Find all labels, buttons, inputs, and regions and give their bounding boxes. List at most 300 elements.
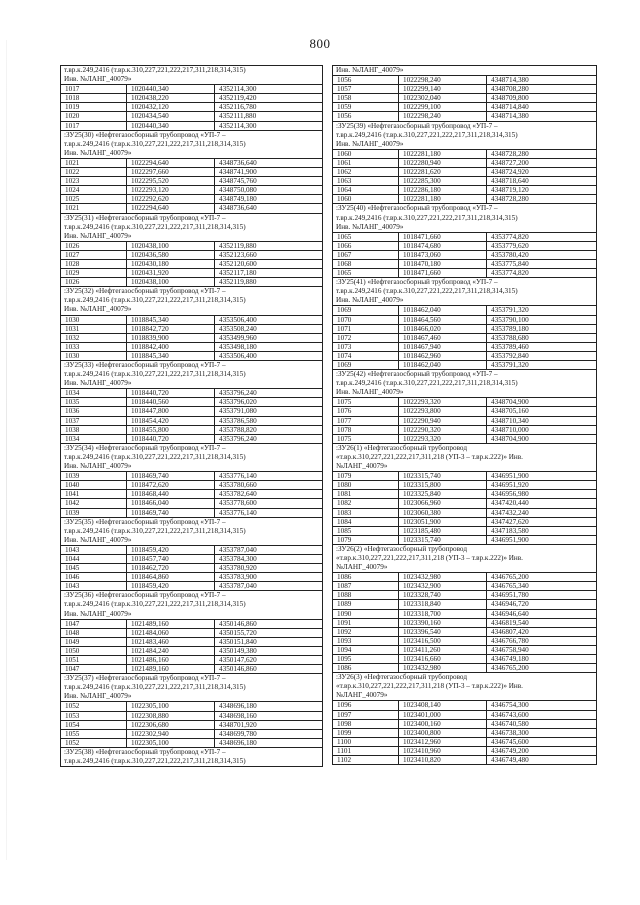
plot-header <box>61 748 323 767</box>
y-coordinate-cell: 4353498,180 <box>215 343 323 351</box>
point-number-cell: 1031 <box>61 325 127 333</box>
point-number-cell: 1053 <box>61 712 127 720</box>
y-coordinate-cell: 4353792,840 <box>487 352 597 360</box>
plot-header-line: т.вр.к.249,2416 (т.вр.к.310,227,221,222,217,311,218,314,315) <box>64 370 246 379</box>
x-coordinate-cell: 1018440,720 <box>127 435 215 443</box>
y-coordinate-cell: 4353791,080 <box>215 407 323 415</box>
x-coordinate-cell: 1018472,620 <box>127 481 215 489</box>
table-row <box>333 112 597 121</box>
y-coordinate-cell: 4348696,180 <box>215 739 323 747</box>
table-row <box>61 481 323 490</box>
point-number-cell: 1098 <box>333 720 399 728</box>
point-number-cell: 1062 <box>333 168 399 176</box>
table-row <box>61 555 323 564</box>
point-number-cell: 1046 <box>61 573 127 581</box>
x-coordinate-cell: 1022285,300 <box>399 177 487 185</box>
point-number-cell: 1034 <box>61 435 127 443</box>
plot-header-line: :ЗУ25(37) «Нефтегазосборный трубопровод «УП-7 – <box>64 674 226 683</box>
y-coordinate-cell: 4348699,780 <box>215 730 323 738</box>
y-coordinate-cell: 4348714,380 <box>487 112 597 120</box>
y-coordinate-cell: 4352111,880 <box>215 112 323 120</box>
x-coordinate-cell: 1023416,500 <box>399 637 487 645</box>
plot-header-line: Инв. №ЛАНГ_40079» <box>336 388 404 397</box>
scan-streak <box>6 40 7 860</box>
plot-header-line: :ЗУ25(32) «Нефтегазосборный трубопровод «УП-7 – <box>64 287 226 296</box>
x-coordinate-cell: 1018457,740 <box>127 555 215 563</box>
plot-header-line: т.вр.к.249,2416 (т.вр.к.310,227,221,222,217,311,218,314,315) <box>64 526 246 535</box>
plot-header <box>61 214 323 242</box>
y-coordinate-cell: 4352119,880 <box>215 242 323 250</box>
y-coordinate-cell: 4353499,960 <box>215 334 323 342</box>
plot-header <box>61 674 323 702</box>
point-number-cell: 1058 <box>333 94 399 102</box>
table-row <box>61 573 323 582</box>
table-row <box>333 168 597 177</box>
point-number-cell: 1078 <box>333 426 399 434</box>
x-coordinate-cell: 1022290,940 <box>399 417 487 425</box>
plot-header-line: Инв. №ЛАНГ_40079» <box>64 305 132 314</box>
table-row <box>333 398 597 407</box>
point-number-cell: 1061 <box>333 159 399 167</box>
point-number-cell: 1052 <box>61 702 127 710</box>
point-number-cell: 1043 <box>61 582 127 590</box>
x-coordinate-cell: 1018469,740 <box>127 509 215 517</box>
point-number-cell: 1056 <box>333 112 399 120</box>
x-coordinate-cell: 1018845,340 <box>127 316 215 324</box>
y-coordinate-cell: 4347432,240 <box>487 509 597 517</box>
x-coordinate-cell: 1018455,800 <box>127 426 215 434</box>
point-number-cell: 1017 <box>61 85 127 93</box>
x-coordinate-cell: 1020440,340 <box>127 85 215 93</box>
table-row <box>333 195 597 204</box>
x-coordinate-cell: 1023432,980 <box>399 573 487 581</box>
table-row <box>61 195 323 204</box>
point-number-cell: 1069 <box>333 361 399 369</box>
y-coordinate-cell: 4348736,640 <box>215 159 323 167</box>
point-number-cell: 1018 <box>61 94 127 102</box>
table-row <box>333 582 597 591</box>
x-coordinate-cell: 1023315,740 <box>399 536 487 544</box>
plot-header-line: т.вр.к.249,2416 (т.вр.к.310,227,221,222,217,311,218,314,315) <box>64 222 246 231</box>
y-coordinate-cell: 4353778,600 <box>215 499 323 507</box>
table-row <box>61 656 323 665</box>
point-number-cell: 1065 <box>333 233 399 241</box>
plot-header-line: т.вр.к.249,2416 (т.вр.к.310,227,221,222,217,311,218,314,315) <box>64 683 246 692</box>
plot-header-line: т.вр.к.249,2416 (т.вр.к.310,227,221,222,217,311,218,314,315) <box>64 66 246 74</box>
table-row <box>61 647 323 656</box>
y-coordinate-cell: 4346765,340 <box>487 582 597 590</box>
x-coordinate-cell: 1018462,040 <box>399 306 487 314</box>
table-row <box>333 720 597 729</box>
plot-header-line: «т.вр.к.310,227,221,222,217,311,218 (УП-3 – т.вр.к.222)» Инв. <box>336 682 523 691</box>
y-coordinate-cell: 4346946,640 <box>487 610 597 618</box>
plot-header <box>333 545 597 573</box>
y-coordinate-cell: 4346819,540 <box>487 619 597 627</box>
plot-header-line: «т.вр.к.310,227,221,222,217,311,218 (УП-3 – т.вр.к.222)» Инв. <box>336 553 523 562</box>
y-coordinate-cell: 4353796,020 <box>215 398 323 406</box>
point-number-cell: 1063 <box>333 177 399 185</box>
y-coordinate-cell: 4353780,660 <box>215 481 323 489</box>
point-number-cell: 1037 <box>61 417 127 425</box>
point-number-cell: 1070 <box>333 316 399 324</box>
table-row <box>333 591 597 600</box>
table-row <box>61 94 323 103</box>
point-number-cell: 1071 <box>333 325 399 333</box>
y-coordinate-cell: 4348728,280 <box>487 150 597 158</box>
plot-header-line: :ЗУ25(31) «Нефтегазосборный трубопровод «УП-7 – <box>64 213 226 222</box>
table-row <box>333 306 597 315</box>
x-coordinate-cell: 1022280,940 <box>399 159 487 167</box>
point-number-cell: 1056 <box>333 76 399 84</box>
x-coordinate-cell: 1020438,100 <box>127 242 215 250</box>
x-coordinate-cell: 1018470,180 <box>399 260 487 268</box>
point-number-cell: 1047 <box>61 620 127 628</box>
x-coordinate-cell: 1021486,160 <box>127 656 215 664</box>
plot-header <box>61 591 323 619</box>
point-number-cell: 1044 <box>61 555 127 563</box>
point-number-cell: 1060 <box>333 195 399 203</box>
y-coordinate-cell: 4346754,300 <box>487 701 597 709</box>
table-row <box>333 527 597 536</box>
table-row <box>61 638 323 647</box>
y-coordinate-cell: 4346749,180 <box>487 655 597 663</box>
table-row <box>61 426 323 435</box>
plot-header-line: Инв. №ЛАНГ_40079» <box>336 139 404 148</box>
x-coordinate-cell: 1023432,980 <box>399 664 487 672</box>
x-coordinate-cell: 1022293,320 <box>399 435 487 443</box>
y-coordinate-cell: 4348724,920 <box>487 168 597 176</box>
table-row <box>61 343 323 352</box>
x-coordinate-cell: 1018466,040 <box>127 499 215 507</box>
x-coordinate-cell: 1021483,460 <box>127 638 215 646</box>
table-row <box>61 112 323 121</box>
table-row <box>333 499 597 508</box>
point-number-cell: 1079 <box>333 536 399 544</box>
y-coordinate-cell: 4353789,180 <box>487 325 597 333</box>
x-coordinate-cell: 1022281,180 <box>399 195 487 203</box>
point-number-cell: 1050 <box>61 647 127 655</box>
y-coordinate-cell: 4346765,200 <box>487 573 597 581</box>
x-coordinate-cell: 1023400,160 <box>399 720 487 728</box>
x-coordinate-cell: 1022299,100 <box>399 103 487 111</box>
point-number-cell: 1049 <box>61 638 127 646</box>
x-coordinate-cell: 1022294,640 <box>127 159 215 167</box>
plot-header-line: т.вр.к.249,2416 (т.вр.к.310,227,221,222,217,311,218,314,315) <box>336 379 518 388</box>
y-coordinate-cell: 4348745,760 <box>215 177 323 185</box>
x-coordinate-cell: 1022302,940 <box>127 730 215 738</box>
table-row <box>333 600 597 609</box>
x-coordinate-cell: 1018471,660 <box>399 269 487 277</box>
table-row <box>333 417 597 426</box>
point-number-cell: 1081 <box>333 490 399 498</box>
x-coordinate-cell: 1018459,420 <box>127 582 215 590</box>
y-coordinate-cell: 4350146,860 <box>215 620 323 628</box>
table-row <box>333 85 597 94</box>
x-coordinate-cell: 1022293,320 <box>399 398 487 406</box>
point-number-cell: 1039 <box>61 509 127 517</box>
table-row <box>61 204 323 213</box>
x-coordinate-cell: 1022298,240 <box>399 112 487 120</box>
x-coordinate-cell: 1018839,900 <box>127 334 215 342</box>
table-row <box>61 435 323 444</box>
x-coordinate-cell: 1022302,040 <box>399 94 487 102</box>
y-coordinate-cell: 4348708,280 <box>487 85 597 93</box>
x-coordinate-cell: 1018471,660 <box>399 233 487 241</box>
table-row <box>61 730 323 739</box>
x-coordinate-cell: 1020431,920 <box>127 269 215 277</box>
y-coordinate-cell: 4346758,940 <box>487 646 597 654</box>
y-coordinate-cell: 4347427,620 <box>487 518 597 526</box>
table-row <box>333 509 597 518</box>
y-coordinate-cell: 4348698,160 <box>215 712 323 720</box>
y-coordinate-cell: 4353796,240 <box>215 435 323 443</box>
point-number-cell: 1089 <box>333 600 399 608</box>
table-row <box>61 620 323 629</box>
point-number-cell: 1054 <box>61 721 127 729</box>
point-number-cell: 1093 <box>333 637 399 645</box>
point-number-cell: 1094 <box>333 646 399 654</box>
table-row <box>61 251 323 260</box>
plot-header-line: :ЗУ25(30) «Нефтегазосборный трубопровод «УП-7 – <box>64 130 226 139</box>
y-coordinate-cell: 4346951,780 <box>487 591 597 599</box>
table-row <box>61 739 323 748</box>
y-coordinate-cell: 4346749,480 <box>487 756 597 764</box>
table-row <box>61 490 323 499</box>
table-row <box>333 664 597 673</box>
plot-header <box>333 122 597 150</box>
table-row <box>61 417 323 426</box>
table-row <box>61 629 323 638</box>
x-coordinate-cell: 1023416,660 <box>399 655 487 663</box>
plot-header-line: т.вр.к.249,2416 (т.вр.к.310,227,221,222,217,311,218,314,315) <box>336 130 518 139</box>
y-coordinate-cell: 4348719,120 <box>487 186 597 194</box>
x-coordinate-cell: 1022281,180 <box>399 150 487 158</box>
x-coordinate-cell: 1018459,420 <box>127 546 215 554</box>
point-number-cell: 1065 <box>333 269 399 277</box>
plot-header-line: :ЗУ26(1) «Нефтегазосборный трубопровод <box>336 443 467 452</box>
x-coordinate-cell: 1022305,100 <box>127 702 215 710</box>
x-coordinate-cell: 1022305,100 <box>127 739 215 747</box>
table-row <box>333 729 597 738</box>
x-coordinate-cell: 1022297,660 <box>127 168 215 176</box>
y-coordinate-cell: 4350151,840 <box>215 638 323 646</box>
point-number-cell: 1042 <box>61 499 127 507</box>
y-coordinate-cell: 4348709,800 <box>487 94 597 102</box>
y-coordinate-cell: 4353784,300 <box>215 555 323 563</box>
plot-header-line: Инв. №ЛАНГ_40079» <box>336 66 404 74</box>
plot-header-line: Инв. №ЛАНГ_40079» <box>64 148 132 157</box>
y-coordinate-cell: 4346749,200 <box>487 747 597 755</box>
x-coordinate-cell: 1022290,320 <box>399 426 487 434</box>
table-row <box>333 242 597 251</box>
coordinates-table-left <box>60 65 323 767</box>
x-coordinate-cell: 1021484,240 <box>127 647 215 655</box>
x-coordinate-cell: 1023390,160 <box>399 619 487 627</box>
x-coordinate-cell: 1023318,840 <box>399 600 487 608</box>
table-row <box>61 316 323 325</box>
table-row <box>61 721 323 730</box>
point-number-cell: 1036 <box>61 407 127 415</box>
x-coordinate-cell: 1023408,140 <box>399 701 487 709</box>
plot-header <box>61 66 323 85</box>
table-row <box>61 389 323 398</box>
x-coordinate-cell: 1018467,940 <box>399 343 487 351</box>
plot-header-line: т.вр.к.249,2416 (т.вр.к.310,227,221,222,217,311,218,314,315) <box>64 296 246 305</box>
point-number-cell: 1095 <box>333 655 399 663</box>
plot-header-line: Инв. №ЛАНГ_40079» <box>64 609 132 618</box>
y-coordinate-cell: 4348705,160 <box>487 407 597 415</box>
x-coordinate-cell: 1023411,260 <box>399 646 487 654</box>
point-number-cell: 1100 <box>333 738 399 746</box>
plot-header-line: :ЗУ25(35) «Нефтегазосборный трубопровод «УП-7 – <box>64 517 226 526</box>
x-coordinate-cell: 1023060,380 <box>399 509 487 517</box>
plot-header-line: т.вр.к.249,2416 (т.вр.к.310,227,221,222,217,311,218,314,315) <box>64 452 246 461</box>
x-coordinate-cell: 1018462,720 <box>127 564 215 572</box>
plot-header <box>61 518 323 546</box>
table-row <box>61 334 323 343</box>
y-coordinate-cell: 4353790,100 <box>487 316 597 324</box>
x-coordinate-cell: 1022294,640 <box>127 204 215 212</box>
table-row <box>333 233 597 242</box>
y-coordinate-cell: 4353776,140 <box>215 472 323 480</box>
point-number-cell: 1021 <box>61 204 127 212</box>
x-coordinate-cell: 1018440,720 <box>127 389 215 397</box>
table-row <box>333 76 597 85</box>
point-number-cell: 1025 <box>61 195 127 203</box>
plot-header <box>333 673 597 701</box>
x-coordinate-cell: 1022299,140 <box>399 85 487 93</box>
point-number-cell: 1033 <box>61 343 127 351</box>
plot-header <box>333 204 597 232</box>
table-row <box>333 536 597 545</box>
y-coordinate-cell: 4350147,620 <box>215 656 323 664</box>
table-row <box>61 499 323 508</box>
plot-header-line: т.вр.к.249,2416 (т.вр.к.310,227,221,222,217,311,218,314,315) <box>64 757 246 766</box>
plot-header <box>333 278 597 306</box>
x-coordinate-cell: 1021489,160 <box>127 665 215 673</box>
plot-header-line: :ЗУ25(34) «Нефтегазосборный трубопровод «УП-7 – <box>64 443 226 452</box>
y-coordinate-cell: 4346766,780 <box>487 637 597 645</box>
table-row <box>61 665 323 674</box>
table-row <box>333 426 597 435</box>
point-number-cell: 1045 <box>61 564 127 572</box>
table-row <box>333 325 597 334</box>
y-coordinate-cell: 4353796,240 <box>215 389 323 397</box>
point-number-cell: 1020 <box>61 112 127 120</box>
y-coordinate-cell: 4352114,300 <box>215 85 323 93</box>
table-row <box>61 702 323 711</box>
table-row <box>333 573 597 582</box>
x-coordinate-cell: 1023432,900 <box>399 582 487 590</box>
x-coordinate-cell: 1018462,040 <box>399 361 487 369</box>
plot-header-line: :ЗУ25(39) «Нефтегазосборный трубопровод «УП-7 – <box>336 121 498 130</box>
table-row <box>333 334 597 343</box>
plot-header-line: Инв. №ЛАНГ_40079» <box>64 692 132 701</box>
x-coordinate-cell: 1018466,020 <box>399 325 487 333</box>
table-row <box>333 610 597 619</box>
point-number-cell: 1023 <box>61 177 127 185</box>
x-coordinate-cell: 1023318,700 <box>399 610 487 618</box>
point-number-cell: 1083 <box>333 509 399 517</box>
y-coordinate-cell: 4346738,300 <box>487 729 597 737</box>
point-number-cell: 1087 <box>333 582 399 590</box>
table-row <box>333 490 597 499</box>
plot-header <box>61 287 323 315</box>
plot-header-line: :ЗУ26(2) «Нефтегазосборный трубопровод <box>336 544 467 553</box>
y-coordinate-cell: 4352119,420 <box>215 94 323 102</box>
y-coordinate-cell: 4348714,840 <box>487 103 597 111</box>
point-number-cell: 1029 <box>61 269 127 277</box>
x-coordinate-cell: 1020436,580 <box>127 251 215 259</box>
table-row <box>61 398 323 407</box>
x-coordinate-cell: 1020430,180 <box>127 260 215 268</box>
table-row <box>61 472 323 481</box>
plot-header-line: №ЛАНГ_40079» <box>336 462 388 471</box>
plot-header-line: :ЗУ25(41) «Нефтегазосборный трубопровод «УП-7 – <box>336 278 498 287</box>
x-coordinate-cell: 1018467,460 <box>399 334 487 342</box>
x-coordinate-cell: 1021484,060 <box>127 629 215 637</box>
point-number-cell: 1032 <box>61 334 127 342</box>
plot-header <box>333 66 597 76</box>
table-row <box>61 325 323 334</box>
point-number-cell: 1024 <box>61 186 127 194</box>
table-row <box>61 260 323 269</box>
point-number-cell: 1088 <box>333 591 399 599</box>
plot-header <box>333 370 597 398</box>
table-row <box>333 711 597 720</box>
point-number-cell: 1086 <box>333 573 399 581</box>
point-number-cell: 1028 <box>61 260 127 268</box>
point-number-cell: 1084 <box>333 518 399 526</box>
y-coordinate-cell: 4352120,600 <box>215 260 323 268</box>
point-number-cell: 1080 <box>333 481 399 489</box>
point-number-cell: 1077 <box>333 417 399 425</box>
y-coordinate-cell: 4353791,320 <box>487 306 597 314</box>
table-row <box>61 712 323 721</box>
plot-header <box>333 444 597 472</box>
plot-header <box>61 131 323 159</box>
y-coordinate-cell: 4348728,280 <box>487 195 597 203</box>
y-coordinate-cell: 4348701,920 <box>215 721 323 729</box>
table-row <box>61 159 323 168</box>
x-coordinate-cell: 1022292,620 <box>127 195 215 203</box>
point-number-cell: 1101 <box>333 747 399 755</box>
table-row <box>333 251 597 260</box>
plot-header-line: Инв. №ЛАНГ_40079» <box>64 535 132 544</box>
point-number-cell: 1026 <box>61 278 127 286</box>
table-row <box>333 701 597 710</box>
table-row <box>333 646 597 655</box>
table-row <box>61 177 323 186</box>
point-number-cell: 1026 <box>61 242 127 250</box>
point-number-cell: 1075 <box>333 435 399 443</box>
table-row <box>333 655 597 664</box>
y-coordinate-cell: 4353506,400 <box>215 352 323 360</box>
point-number-cell: 1039 <box>61 472 127 480</box>
point-number-cell: 1047 <box>61 665 127 673</box>
plot-header <box>61 361 323 389</box>
plot-header-line: «т.вр.к.310,227,221,222,217,311,218 (УП-3 – т.вр.к.222)» Инв. <box>336 452 523 461</box>
table-row <box>333 352 597 361</box>
x-coordinate-cell: 1018473,060 <box>399 251 487 259</box>
plot-header-line: №ЛАНГ_40079» <box>336 563 388 572</box>
table-row <box>333 269 597 278</box>
point-number-cell: 1019 <box>61 103 127 111</box>
y-coordinate-cell: 4353788,820 <box>215 426 323 434</box>
y-coordinate-cell: 4348727,200 <box>487 159 597 167</box>
x-coordinate-cell: 1022286,180 <box>399 186 487 194</box>
point-number-cell: 1030 <box>61 316 127 324</box>
